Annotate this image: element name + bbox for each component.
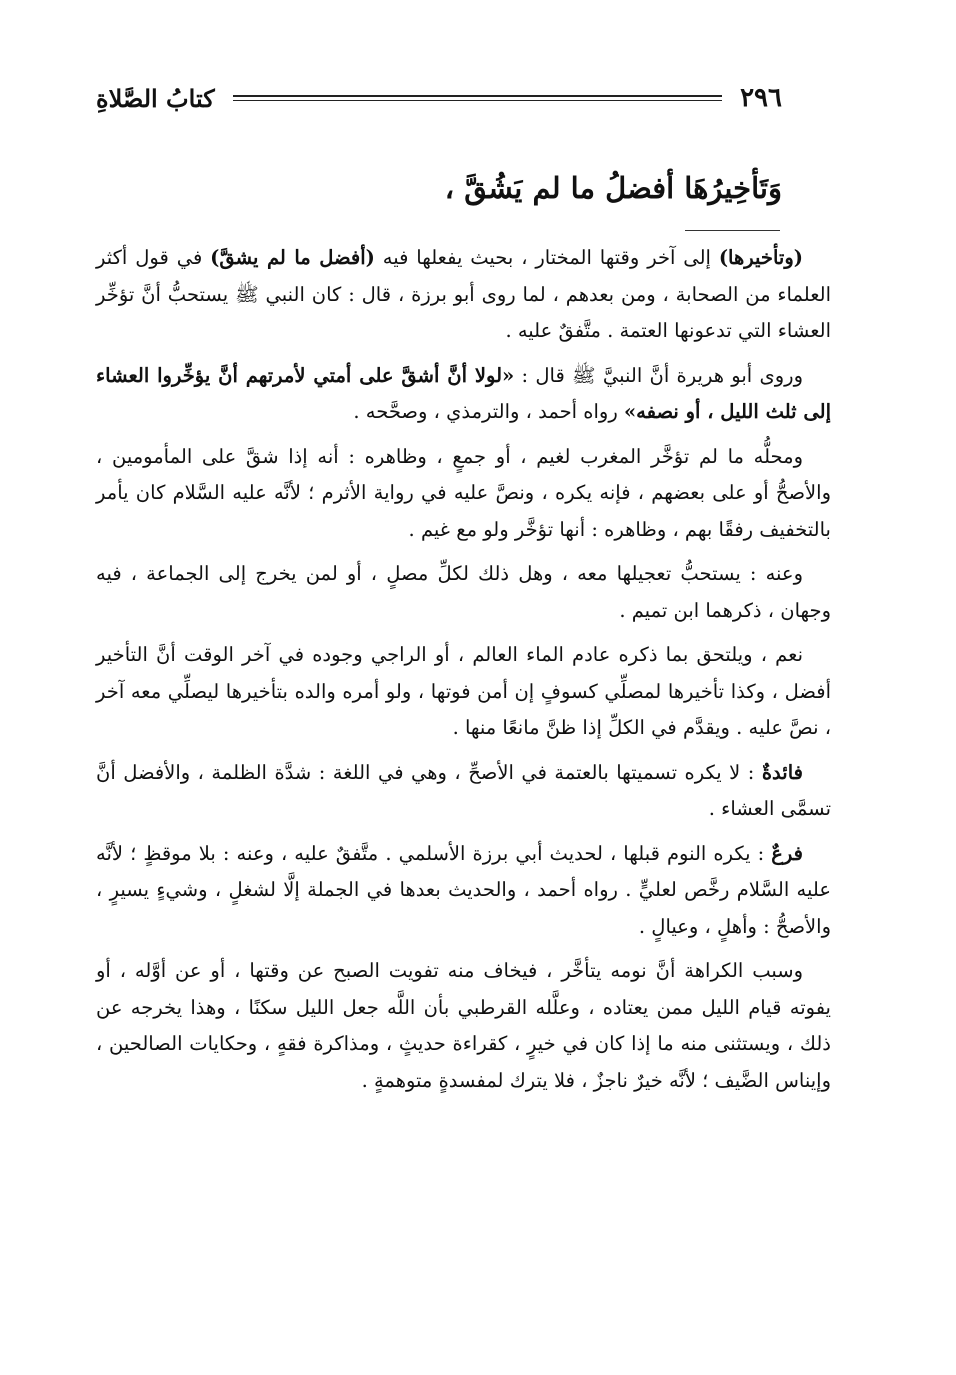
paragraph xyxy=(96,439,831,549)
paragraph-text: : يكره النوم قبلها ، لحديث أبي برزة الأسلمي . متَّفقٌ عليه ، وعنه : بلا موقظٍ ؛ لأنَّه عليه السَّلام رخَّص لعليٍّ . رواه أحمد ، والحديث بعدها في الجملة إلَّا لشغلٍ ، وشيءٍ يسيرٍ ، والأصحُّ : وأهلٍ ، وعيالٍ . xyxy=(96,841,831,938)
paragraph xyxy=(96,556,831,629)
paragraph xyxy=(96,240,831,350)
paragraph-lead: (وتأخيرها) xyxy=(718,246,803,269)
paragraph-bold: (أفضل ما لم يشقَّ) xyxy=(210,246,375,269)
paragraph-text: وروى أبو هريرة أنَّ النبيَّ ﷺ قال : xyxy=(514,363,803,387)
paragraph xyxy=(96,953,831,1099)
matn-divider xyxy=(685,230,780,231)
paragraph-lead: فائدةٌ xyxy=(761,760,803,784)
paragraph xyxy=(96,755,831,828)
commentary-body xyxy=(96,240,831,1107)
paragraph-lead: فرعٌ xyxy=(771,841,803,865)
page-header xyxy=(96,78,782,118)
book-title: كتابُ الصَّلاةِ xyxy=(96,83,215,113)
matn-text: وَتَأخِيرُهَا أفضلُ ما لم يَشُقَّ ، xyxy=(444,171,782,205)
paragraph xyxy=(96,637,831,747)
page-number: ٢٩٦ xyxy=(740,83,782,113)
hadith-quote: «لولا أنَّ أشقَّ على أمتي لأمرتهم أنَّ يؤخِّروا العشاء إلى ثلث الليل ، أو نصفه» xyxy=(96,363,831,423)
paragraph-text: رواه أحمد ، والترمذي ، وصحَّحه . xyxy=(353,400,624,423)
paragraph-text: في قول أكثر العلماء من الصحابة ، ومن بعدهم ، لما روى أبو برزة ، قال : كان النبي ﷺ يستحبُّ أنَّ تؤخِّر العشاء التي تدعونها العتمة . متَّفقٌ عليه . xyxy=(96,246,831,342)
paragraph-text: وعنه : يستحبُّ تعجيلها معه ، وهل ذلك لكلِّ مصلٍ ، أو لمن يخرج إلى الجماعة ، فيه وجهان ، ذكرهما ابن تميم . xyxy=(96,562,831,622)
paragraph-text: إلى آخر وقتها المختار ، بحيث يفعلها فيه xyxy=(374,246,719,269)
paragraph xyxy=(96,358,831,431)
header-rule xyxy=(233,95,722,101)
paragraph-text: ومحلُّه ما لم تؤخَّر المغرب لغيم ، أو جمعٍ ، وظاهره : أنه إذا شقَّ على المأمومين ، والأصحُّ أو على بعضهم ، فإنه يكره ، ونصَّ عليه في رواية الأثرم ؛ لأنَّه عليه السَّلام كان يأمر بالتخفيف رفقًا بهم ، وظاهره : أنها تؤخَّر ولو مع غيم . xyxy=(96,444,831,541)
paragraph-text: وسبب الكراهة أنَّ نومه يتأخَّر ، فيخاف منه تفويت الصبح عن وقتها ، أو عن أوَّله ، أو يفوته قيام الليل ممن يعتاده ، وعلَّله القرطبي بأن اللَّه جعل الليل سكنًا ، وهذا يخرجه عن ذلك ، ويستثنى منه ما إذا كان في خيرٍ ، كقراءة حديثٍ ، ومذاكرة فقهٍ ، وحكايات الصالحين ، وإيناس الضَّيف ؛ لأنَّه خيرٌ ناجزٌ ، فلا يترك لمفسدةٍ متوهمةٍ . xyxy=(96,959,831,1092)
paragraph-text: نعم ، ويلتحق بما ذكره عادم الماء العالم ، أو الراجي وجوده في آخر الوقت أنَّ التأخير أفضل ، وكذا تأخيرها لمصلِّي كسوفٍ إن أمن فوتها ، ولو أمره والده بتأخيرها ليصلِّي معه آخر ، نصَّ عليه . ويقدَّم في الكلِّ إذا ظنَّ مانعًا منها . xyxy=(96,643,831,739)
paragraph xyxy=(96,836,831,946)
paragraph-text: : لا يكره تسميتها بالعتمة في الأصحِّ ، وهي في اللغة : شدَّة الظلمة ، والأفضل أنَّ تسمَّى العشاء . xyxy=(96,760,831,820)
